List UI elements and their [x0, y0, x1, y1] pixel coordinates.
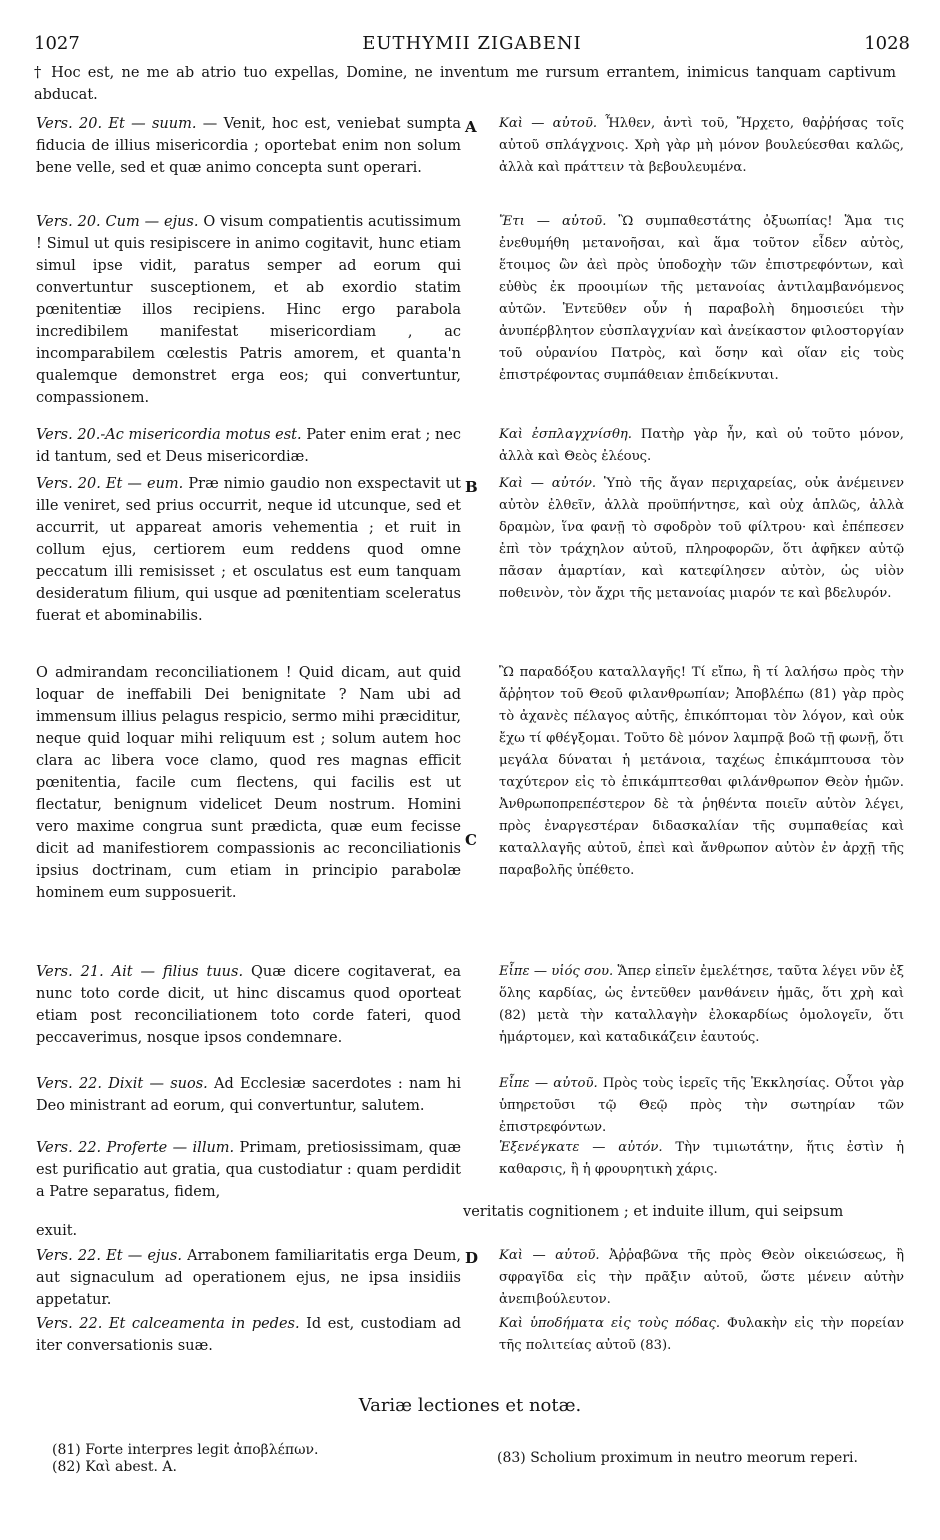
paragraph-text: Quæ dicere cogitaverat, ea nunc toto corde dicit, ut hinc discamus quod oporteat etiam post reconciliationem toto corde fateri, quod peccaverimus, nosque ipsos condemnare. — [36, 964, 461, 1046]
paragraph-text: Φυλακὴν εἰς τὴν πορείαν τῆς πολιτείας αὐτοῦ (83). — [499, 1316, 905, 1353]
paragraph-text: Ὢ παραδόξου καταλλαγῆς! Τί εἴπω, ἢ τί λαλήσω πρὸς τὴν ἄῤῥητον τοῦ Θεοῦ φιλανθρωπίαν; Ἀποβλέπω (81) γὰρ πρὸς τὸ ἀχανὲς πέλαγος αὐτῆς, ἐπικόπτομαι τὸν λόγον, καὶ οὐκ ἔχω τί φθέγξομαι. Τοῦτο δὲ μόνον λαμπρᾷ βοῶ τῇ φωνῇ, ὅτι μεγάλα δύναται ἡ μετάνοια, ταχέως ἐπικάμπτουσα τὸν ταχύτερον εἰς τὸ ἐπικάμπτεσθαι φιλάνθρωπον Θεὸν ἡμῶν. Ἀνθρωποπρεπέστερον δὲ τὰ ῥηθέντα ποιεῖν αὐτὸν λέγει, πρὸς ἐναργεστέραν διδασκαλίαν τῆς συμπαθείας καὶ καταλλαγῆς αὐτοῦ, ἐπεὶ καὶ ἄνθρωπον αὐτὸν ἐν ἀρχῇ τῆς παραβολῆς ὑπέθετο. — [499, 665, 904, 878]
latin-paragraph — [36, 1245, 461, 1311]
paragraph-text: Ἦλθεν, ἀντὶ τοῦ, Ἤρχετο, θαῤῥήσας τοῖς αὐτοῦ σπλάγχνοις. Χρὴ γὰρ μὴ μόνον βουλεύεσθαι καλῶς, ἀλλὰ καὶ πράττειν τὰ βεβουλευμένα. — [499, 116, 904, 175]
column-number-right: 1028 — [864, 33, 910, 54]
latin-paragraph — [36, 662, 461, 904]
column-number-left: 1027 — [34, 33, 80, 54]
margin-letter: C — [465, 831, 477, 849]
verse-reference: Καὶ ὑποδήματα εἰς τοὺς πόδας. — [499, 1316, 721, 1331]
note-82: (82) Καὶ abest. A. — [52, 1459, 177, 1475]
verse-reference: Εἶπε — υἱός σου. — [499, 964, 614, 979]
verse-reference: Καὶ — αὐτόν. — [499, 476, 597, 491]
verse-reference: Vers. 22. Et calceamenta in pedes. — [36, 1316, 300, 1332]
paragraph-text: Πρὸς τοὺς ἱερεῖς τῆς Ἐκκλησίας. Οὗτοι γὰρ ὑπηρετοῦσι τῷ Θεῷ πρὸς τὴν σωτηρίαν τῶν ἐπιστρεφόντων. — [499, 1076, 904, 1135]
verse-reference: Vers. 21. Ait — filius tuus. — [36, 964, 244, 980]
paragraph-text: Ὢ συμπαθεστάτης ὀξυωπίας! Ἅμα τις ἐνεθυμήθη μετανοῆσαι, καὶ ἅμα τοῦτον εἶδεν αὐτὸς, ἕτοιμος ὢν ἀεὶ πρὸς ὑποδοχὴν τῶν ἐπιστρεφόντων, καὶ εὐθὺς ἐκ προοιμίων τῆς μετανοίας ἀντιλαμβανόμενος αὐτῶν. Ἐντεῦθεν οὖν ἡ παραβολὴ δημοσιεύει τὴν ἀνυπέρβλητον εὐσπλαγχνίαν καὶ ἀνείκαστον φιλοστοργίαν τοῦ οὐρανίου Πατρὸς, καὶ ὅσην καὶ οἵαν εἰς τοὺς ἐπιστρέφοντας συμπάθειαν ἐπιδείκνυται. — [499, 214, 904, 383]
greek-paragraph — [499, 1313, 904, 1357]
paragraph-text: Ὑπὸ τῆς ἄγαν περιχαρείας, οὐκ ἀνέμεινεν αὐτὸν ἐλθεῖν, ἀλλὰ προϋπήντησε, καὶ οὐχ ἁπλῶς, ἀλλὰ δραμὼν, ἵνα φανῇ τὸ σφοδρὸν τοῦ φίλτρου· καὶ ἐπέπεσεν ἐπὶ τὸν τράχηλον αὐτοῦ, πληροφορῶν, ὅτι ἀφῆκεν αὐτῷ πᾶσαν ἁμαρτίαν, καὶ κατεφίλησεν αὐτὸν, ὡς υἱὸν ποθεινὸν, τὸν ἄχρι τῆς μετανοίας μιαρόν τε καὶ βδελυρόν. — [499, 476, 904, 601]
margin-letter: B — [465, 478, 478, 496]
verse-reference: Vers. 20. Et — suum. — [36, 116, 197, 132]
paragraph-text: Ἅπερ εἰπεῖν ἐμελέτησε, ταῦτα λέγει νῦν ἐξ ὅλης καρδίας, ὡς ἐντεῦθεν μανθάνειν ἡμᾶς, ὅτι χρὴ καὶ (82) μετὰ τὴν καταλλαγὴν ἐλοκαρδίως ὁμολογεῖν, ὅτι ἡμάρτομεν, καὶ καταδικάζειν ἑαυτούς. — [499, 964, 905, 1045]
latin-paragraph — [36, 1137, 461, 1203]
page-header — [34, 33, 910, 57]
greek-paragraph — [499, 1137, 904, 1181]
bridge-line-left: exuit. — [36, 1223, 78, 1239]
paragraph-text: Arrabonem familiaritatis erga Deum, aut signaculum ad operationem ejus, ne ipsa insidiis appetatur. — [36, 1248, 461, 1308]
verse-reference: Καὶ ἐσπλαγχνίσθη. — [499, 427, 632, 442]
verse-reference: Ἐξενέγκατε — αὐτόν. — [499, 1140, 663, 1155]
latin-paragraph — [36, 113, 461, 179]
greek-paragraph — [499, 113, 904, 179]
latin-paragraph — [36, 961, 461, 1049]
greek-paragraph — [499, 473, 904, 605]
paragraph-text: O admirandam reconciliationem ! Quid dicam, aut quid loquar de ineffabili Dei benignitate ? Nam ubi ad immensum illius pelagus respicio, sermo mihi præciditur, neque quid loquar mihi reliquum est ; solum autem hoc clara ac libera voce clamo, quod res magnas efficit pœnitentia, facile cum flectens, qui facilis est ut flectatur, benignum videlicet Deum nostrum. Homini vero maxime congrua sunt prædicta, quæ eum fecisse dicit ad manifestiorem compassionis ac reconciliationis ipsius doctrinam, cum etiam in principio parabolæ hominem eum supposuerit. — [36, 665, 461, 901]
paragraph-text: Præ nimio gaudio non exspectavit ut ille veniret, sed prius occurrit, neque id utcunque, sed et accurrit, ut appareat amoris vehementia ; et ruit in collum ejus, certiorem eum reddens quod omne peccatum illi remisisset ; et osculatus est eum tanquam desideratum filium, qui usque ad pœnitentiam sceleratus fuerat et abominabilis. — [36, 476, 462, 624]
running-title: EUTHYMII ZIGABENI — [362, 33, 582, 54]
verse-reference: Εἶπε — αὐτοῦ. — [499, 1076, 598, 1091]
margin-letter: A — [465, 118, 477, 136]
paragraph-text: Ἀῤῥαβῶνα τῆς πρὸς Θεὸν οἰκειώσεως, ἢ σφραγῖδα εἰς τὴν πρᾶξιν αὐτοῦ, ὥστε μένειν αὐτὴν ἀνεπιβούλευτον. — [499, 1248, 904, 1307]
paragraph-text: — Venit, hoc est, veniebat sumpta fiducia de illius misericordia ; oportebat enim non solum bene velle, sed et quæ animo concepta sunt operari. — [36, 116, 461, 176]
greek-paragraph — [499, 1073, 904, 1139]
margin-letter: D — [465, 1249, 479, 1267]
paragraph-text: O visum compatientis acutissimum ! Simul ut quis resipiscere in animo cogitavit, hunc etiam simul ipse vidit, paratus semper ad eorum qui convertuntur susceptionem, et ab exordio statim pœnitentiæ illos recipiens. Hinc ergo parabola incredibilem manifestat misericordiam , ac incomparabilem cœlestis Patris amorem, et quanta'n qualemque demonstret erga eos; qui convertuntur, compassionem. — [36, 214, 461, 406]
paragraph-text: Pater enim erat ; nec id tantum, sed et Deus misericordiæ. — [36, 427, 462, 465]
bridge-line-right: veritatis cognitionem ; et induite illum, qui seipsum — [463, 1204, 844, 1220]
latin-paragraph — [36, 1073, 461, 1117]
paragraph-text: Πατὴρ γὰρ ἦν, καὶ οὐ τοῦτο μόνον, ἀλλὰ καὶ Θεὸς ἐλέους. — [499, 427, 904, 464]
notes-title: Variæ lectiones et notæ. — [358, 1395, 582, 1416]
verse-reference: Vers. 20. Cum — ejus. — [36, 214, 199, 230]
greek-paragraph — [499, 1245, 904, 1311]
verse-reference: Vers. 22. Et — ejus. — [36, 1248, 182, 1264]
verse-reference: Vers. 22. Dixit — suos. — [36, 1076, 208, 1092]
verse-reference: Vers. 20.-Ac misericordia motus est. — [36, 427, 302, 443]
greek-paragraph — [499, 424, 904, 468]
continuation-paragraph: † Hoc est, ne me ab atrio tuo expellas, Domine, ne inventum me rursum errantem, inimicus tanquam captivum abducat. — [34, 65, 896, 103]
paragraph-text: Ad Ecclesiæ sacerdotes : nam hi Deo ministrant ad eorum, qui convertuntur, salutem. — [36, 1076, 461, 1114]
paragraph-text: Id est, custodiam ad iter conversationis suæ. — [36, 1316, 461, 1354]
greek-paragraph — [499, 961, 904, 1049]
note-81: (81) Forte interpres legit ἀποβλέπων. — [52, 1442, 319, 1458]
latin-paragraph — [36, 424, 461, 468]
greek-paragraph — [499, 211, 904, 387]
latin-paragraph — [36, 473, 461, 627]
latin-paragraph — [36, 211, 461, 409]
verse-reference: Καὶ — αὐτοῦ. — [499, 116, 598, 131]
verse-reference: Vers. 20. Et — eum. — [36, 476, 184, 492]
verse-reference: Ἔτι — αὐτοῦ. — [499, 214, 607, 229]
latin-paragraph — [36, 1313, 461, 1357]
paragraph-text: Τὴν τιμιωτάτην, ἥτις ἐστὶν ἡ καθαρσις, ἢ ἡ φρουρητικὴ χάρις. — [499, 1140, 904, 1177]
verse-reference: Vers. 22. Proferte — illum. — [36, 1140, 235, 1156]
verse-reference: Καὶ — αὐτοῦ. — [499, 1248, 600, 1263]
note-83: (83) Scholium proximum in neutro meorum reperi. — [497, 1450, 858, 1466]
greek-paragraph — [499, 662, 904, 882]
paragraph-text: Primam, pretiosissimam, quæ est purificatio aut gratia, qua custodiatur : quam perdidit a Patre separatus, fidem, — [36, 1140, 462, 1200]
